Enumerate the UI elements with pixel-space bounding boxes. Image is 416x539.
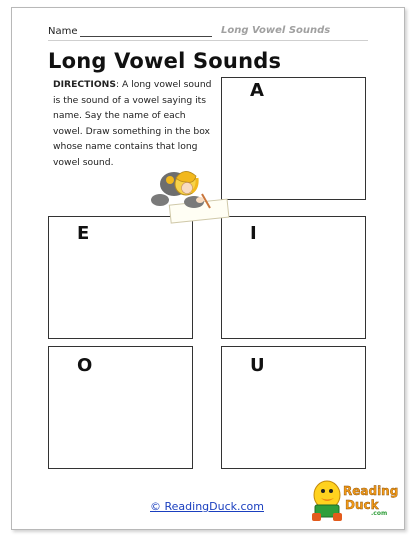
- vowel-letter-a: A: [250, 80, 264, 101]
- drawing-box-o[interactable]: [48, 346, 193, 469]
- logo-word-duck: Duck: [345, 498, 379, 512]
- vowel-letter-i: I: [250, 223, 257, 244]
- page-title: Long Vowel Sounds: [48, 49, 282, 73]
- vowel-letter-u: U: [250, 355, 265, 376]
- logo-suffix: .com: [371, 510, 388, 517]
- directions-label: DIRECTIONS: [53, 79, 116, 90]
- drawing-box-e[interactable]: [48, 216, 193, 339]
- footer-link-readingduck[interactable]: © ReadingDuck.com: [150, 500, 264, 513]
- directions-text: [53, 77, 215, 171]
- drawing-box-a[interactable]: [221, 77, 366, 200]
- vowel-letter-e: E: [77, 223, 90, 244]
- directions-body: : A long vowel sound is the sound of a vowel saying its name. Say the name of each vowel. Draw something in the box whose name contains that long vowel sound.: [53, 79, 212, 168]
- reading-duck-logo: [309, 473, 399, 523]
- drawing-box-u[interactable]: [221, 346, 366, 469]
- vowel-letter-o: O: [77, 355, 93, 376]
- logo-word-reading: Reading: [343, 484, 399, 498]
- girl-drawing-illustration: [150, 162, 230, 222]
- header-worksheet-title: Long Vowel Sounds: [221, 25, 331, 36]
- drawing-box-i[interactable]: [221, 216, 366, 339]
- name-write-line: [80, 36, 212, 37]
- header-divider: [48, 40, 368, 41]
- name-label: Name: [48, 26, 78, 37]
